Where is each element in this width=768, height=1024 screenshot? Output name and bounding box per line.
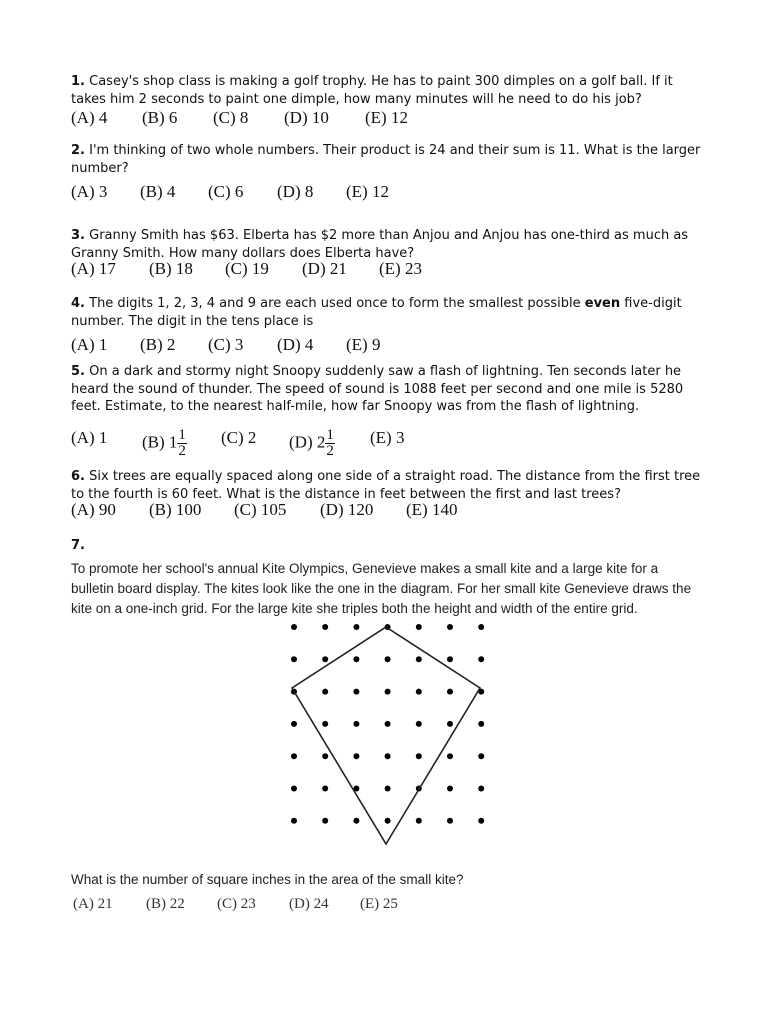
choice-e[interactable]: (E) 12 [346, 182, 389, 201]
question-number: 2. [71, 143, 85, 158]
choice-b[interactable]: (B) 2 [140, 335, 176, 354]
question-number: 7. [71, 538, 85, 553]
grid-dot [385, 689, 391, 695]
grid-dot [416, 624, 422, 630]
fraction-numerator: 1 [326, 426, 334, 443]
fraction-denominator: 2 [178, 442, 186, 459]
choice-d[interactable]: (D) 24 [289, 896, 329, 912]
grid-dot [291, 753, 297, 759]
fraction-numerator: 1 [178, 426, 186, 443]
grid-dot [385, 818, 391, 824]
question-number: 5. [71, 364, 85, 379]
question-body-end: five-digit number. The digit in the tens place is [71, 296, 682, 329]
choice-a[interactable]: (A) 90 [71, 500, 116, 519]
question-number: 1. [71, 74, 85, 89]
grid-dot [385, 656, 391, 662]
grid-dot [416, 753, 422, 759]
grid-dot [291, 818, 297, 824]
grid-dot [478, 656, 484, 662]
choice-b[interactable]: (B) 6 [142, 108, 178, 127]
choice-c[interactable]: (C) 3 [208, 335, 244, 354]
grid-dot [447, 689, 453, 695]
choice-a[interactable]: (A) 1 [71, 427, 108, 447]
choice-d[interactable]: (D) 21 [302, 259, 347, 278]
grid-dot [447, 624, 453, 630]
question-body: Casey's shop class is making a golf trophy. He has to paint 300 dimples on a golf ball. If it takes him 2 seconds to paint one dimple, how many minutes will he need to do his job? [71, 74, 673, 107]
question-2 [71, 142, 711, 201]
choice-d[interactable]: (D) 120 [320, 500, 374, 519]
choice-e[interactable]: (E) 12 [365, 108, 408, 127]
grid-dot [478, 624, 484, 630]
choice-d[interactable]: (D) 10 [284, 108, 329, 127]
choice-a[interactable]: (A) 17 [71, 259, 116, 278]
grid-dot [291, 721, 297, 727]
grid-dot [416, 689, 422, 695]
question-7-number-line [71, 537, 701, 555]
choice-c[interactable]: (C) 6 [208, 182, 244, 201]
grid-dot [353, 753, 359, 759]
choice-c[interactable]: (C) 19 [225, 259, 269, 278]
choice-e[interactable]: (E) 3 [370, 427, 405, 447]
grid-dot [447, 818, 453, 824]
choices-5 [71, 420, 711, 460]
grid-dot [291, 656, 297, 662]
question-4 [71, 295, 711, 354]
choice-d[interactable] [289, 428, 335, 459]
choices-7 [71, 896, 711, 916]
choice-a[interactable]: (A) 1 [71, 335, 108, 354]
choice-e[interactable]: (E) 140 [406, 500, 458, 519]
choice-b[interactable]: (B) 18 [149, 259, 193, 278]
question-3 [71, 227, 711, 278]
grid-dot [322, 624, 328, 630]
question-number: 4. [71, 296, 85, 311]
question-2-text [71, 142, 711, 177]
question-1-text [71, 73, 711, 108]
choice-d[interactable]: (D) 4 [277, 335, 314, 354]
fraction-denominator: 2 [326, 442, 334, 459]
grid-dots [291, 624, 484, 824]
grid-dot [447, 753, 453, 759]
choice-b[interactable]: (B) 4 [140, 182, 176, 201]
question-7-ask: What is the number of square inches in the area of the small kite? [71, 872, 464, 887]
question-body-start: The digits 1, 2, 3, 4 and 9 are each used once to form the smallest possible [89, 296, 581, 311]
choice-c[interactable]: (C) 8 [213, 108, 249, 127]
choice-b[interactable]: (B) 100 [149, 500, 202, 519]
question-3-text [71, 227, 711, 262]
choice-a[interactable]: (A) 21 [73, 896, 113, 912]
grid-dot [322, 721, 328, 727]
grid-dot [291, 624, 297, 630]
grid-dot [322, 753, 328, 759]
choice-e[interactable]: (E) 23 [379, 259, 422, 278]
grid-dot [353, 689, 359, 695]
question-7-prompt: To promote her school's annual Kite Olympics, Genevieve makes a small kite and a large kite for a bulletin board display. The kites look like the one in the diagram. For her small kite Genevieve draws the kite on a one-inch grid. For the large kite she triples both the height and width of the entire grid. [71, 560, 692, 616]
choice-c[interactable]: (C) 23 [217, 896, 256, 912]
choice-a[interactable]: (A) 4 [71, 108, 108, 127]
question-number: 6. [71, 469, 85, 484]
grid-dot [478, 818, 484, 824]
question-7 [71, 537, 701, 619]
grid-dot [322, 786, 328, 792]
grid-dot [478, 786, 484, 792]
grid-dot [385, 753, 391, 759]
choice-c[interactable]: (C) 2 [221, 427, 257, 447]
question-1 [71, 73, 711, 127]
question-4-text [71, 295, 711, 330]
choice-e[interactable]: (E) 25 [360, 896, 398, 912]
question-body: Granny Smith has $63. Elberta has $2 more than Anjou and Anjou has one-third as much as Granny Smith. How many dollars does Elberta have? [71, 228, 689, 261]
grid-dot [353, 721, 359, 727]
grid-dot [322, 689, 328, 695]
grid-dot [353, 818, 359, 824]
question-number: 3. [71, 228, 85, 243]
grid-dot [447, 656, 453, 662]
question-body: I'm thinking of two whole numbers. Their product is 24 and their sum is 11. What is the larger number? [71, 143, 701, 176]
choice-e[interactable]: (E) 9 [346, 335, 381, 354]
question-6-text [71, 468, 711, 503]
choice-b[interactable] [142, 428, 187, 459]
question-5 [71, 363, 711, 460]
grid-dot [322, 818, 328, 824]
grid-dot [416, 656, 422, 662]
choice-c[interactable]: (C) 105 [234, 500, 287, 519]
grid-dot [322, 656, 328, 662]
question-body: Six trees are equally spaced along one side of a straight road. The distance from the first tree to the fourth is 60 feet. What is the distance in feet between the first and last trees? [71, 469, 701, 502]
grid-dot [478, 753, 484, 759]
question-7-bottom [71, 870, 711, 916]
fraction-half [325, 428, 335, 459]
question-body: On a dark and stormy night Snoopy suddenly saw a flash of lightning. Ten seconds later he heard the sound of thunder. The speed of sound is 1088 feet per second and one mile is 5280 feet. Estimate, to the nearest half-mile, how far Snoopy was from the flash of lightning. [71, 364, 684, 414]
grid-dot [447, 721, 453, 727]
grid-dot [385, 786, 391, 792]
grid-dot [353, 656, 359, 662]
choice-d[interactable]: (D) 8 [277, 182, 314, 201]
grid-dot [478, 721, 484, 727]
kite-grid-diagram [285, 618, 490, 854]
choice-b-whole: (B) 1 [142, 431, 178, 451]
grid-dot [385, 721, 391, 727]
grid-dot [416, 818, 422, 824]
question-5-text [71, 363, 711, 416]
question-6 [71, 468, 711, 519]
grid-dot [353, 624, 359, 630]
fraction-half [177, 428, 187, 459]
choice-d-whole: (D) 2 [289, 431, 326, 451]
choice-b[interactable]: (B) 22 [146, 896, 185, 912]
grid-dot [291, 786, 297, 792]
question-emphasis: even [584, 296, 621, 311]
choice-a[interactable]: (A) 3 [71, 182, 108, 201]
grid-dot [447, 786, 453, 792]
grid-dot [416, 721, 422, 727]
